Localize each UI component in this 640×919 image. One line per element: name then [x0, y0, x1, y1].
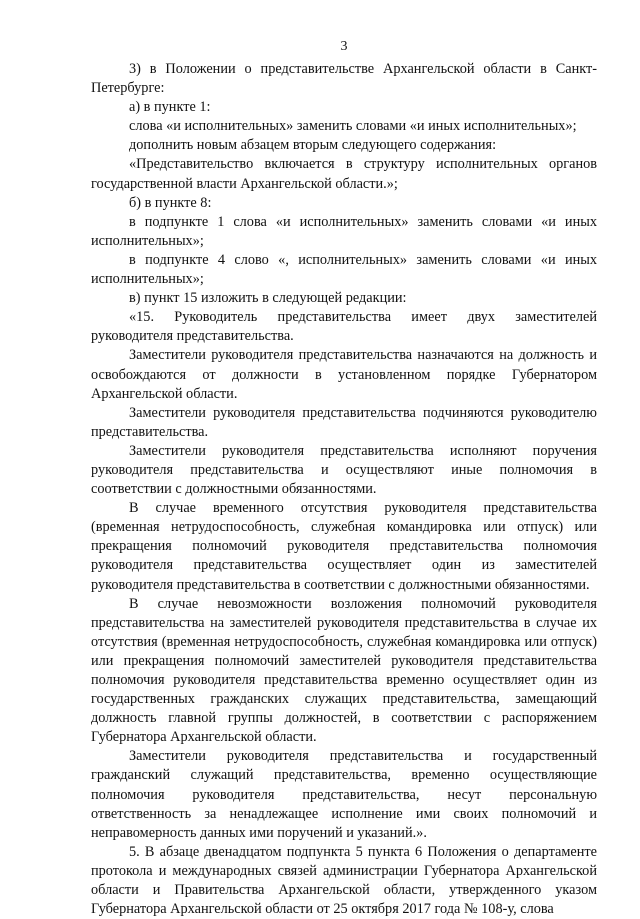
paragraph-replace-words: слова «и исполнительных» заменить словами «и иных исполнительных»;: [129, 118, 577, 135]
paragraph-subitem-b: б) в пункте 8:: [129, 194, 212, 211]
paragraph-deputies-subordination: Заместители руководителя представительства подчиняются руководителю представительства.: [91, 404, 597, 440]
paragraph-add-new-clause: дополнить новым абзацем вторым следующего содержания:: [129, 137, 497, 154]
document-body: [91, 60, 597, 919]
paragraph-quoted-representative-office: «Представительство включается в структуру исполнительных органов государственной власти Архангельской области.»;: [91, 156, 597, 192]
paragraph-subpoint-4: в подпункте 4 слово «, исполнительных» заменить словами «и иных исполнительных»;: [91, 251, 597, 288]
paragraph-subitem-a: а) в пункте 1:: [129, 99, 211, 116]
paragraph-impossibility-case: В случае невозможности возложения полномочий руководителя представительства на заместителей руководителя представительства в случае их отсутствия (временная нетрудоспособность, служебная командировка или отпуск) или прекращения полномочий заместителей руководителя представительства полномочия руководителя представительства временно осуществляет один из государственных гражданских служащих представительства, замещающий должность главной группы должностей, в соответствии с распоряжением Губернатора Архангельской области.: [91, 595, 597, 746]
paragraph-deputies-appointment: Заместители руководителя представительства назначаются на должность и освобождаются от должности в установленном порядке Губернатором Архангельской области.: [91, 347, 597, 402]
page-number: 3: [340, 39, 348, 54]
paragraph-deputies-duties: Заместители руководителя представительства исполняют поручения руководителя представительства и осуществляют иные полномочия в соответствии с должностными обязанностями.: [91, 442, 597, 498]
paragraph-subpoint-1: в подпункте 1 слова «и исполнительных» заменить словами «и иных исполнительных»;: [91, 213, 597, 249]
paragraph-item-5: 5. В абзаце двенадцатом подпункта 5 пункта 6 Положения о департаменте протокола и международных связей администрации Губернатора Архангельской области и Правительства Архангельской области, утвержденного указом Губернатора Архангельской области от 25 октября 2017 года № 108-у, слова: [91, 843, 597, 918]
paragraph-item-3-intro: 3) в Положении о представительстве Архангельской области в Санкт-Петербурге:: [91, 61, 597, 97]
paragraph-temporary-absence: В случае временного отсутствия руководителя представительства (временная нетрудоспособность, служебная командировка или отпуск) или прекращения полномочий руководителя представительства полномочия руководителя представительства осуществляет один из заместителей руководителя представительства в соответствии с должностными обязанностями.: [91, 500, 597, 593]
paragraph-subitem-v: в) пункт 15 изложить в следующей редакции:: [129, 290, 407, 307]
paragraph-point-15: «15. Руководитель представительства имеет двух заместителей руководителя представительства.: [91, 309, 597, 345]
paragraph-responsibility: Заместители руководителя представительства и государственный гражданский служащий представительства, временно осуществляющие полномочия руководителя представительства, несут персональную ответственность за ненадлежащее исполнение ими своих полномочий и неправомерность данных ими поручений и указаний.».: [91, 748, 597, 841]
